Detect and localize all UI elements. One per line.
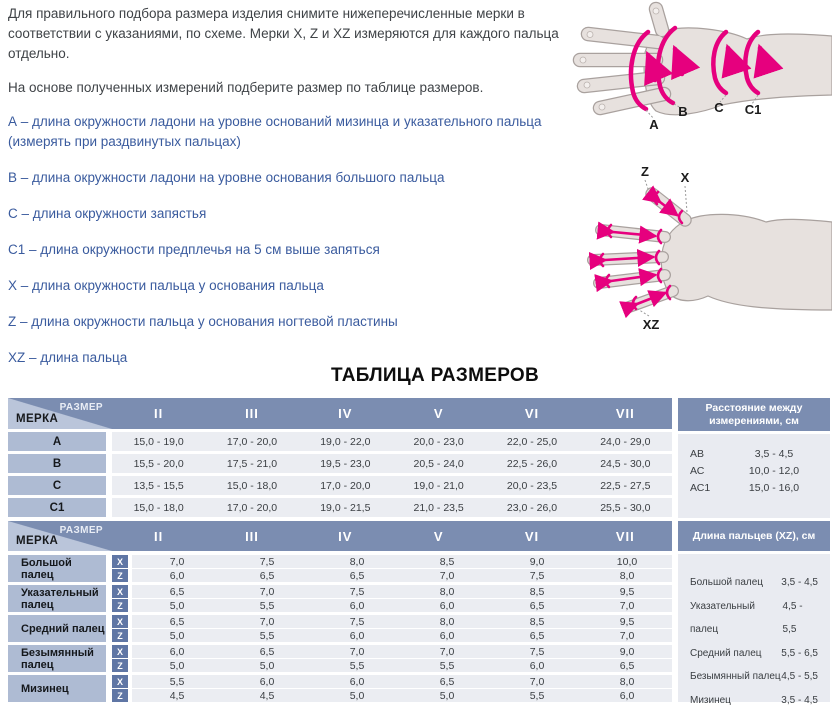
- distance-row: [690, 446, 820, 463]
- value-cell: 5,5: [349, 659, 365, 672]
- finger-length-row: [690, 665, 818, 689]
- value-cell: 6,5: [259, 645, 275, 658]
- measurement-item: А – длина окружности ладони на уровне оснований мизинца и указательного пальца (измерять при раздвинутых пальцах): [8, 114, 542, 149]
- finger-length-row: [690, 571, 818, 595]
- intro-paragraph-1: Для правильного подбора размера изделия снимите нижеперечисленные мерки в соответствии с указаниями, по схеме. Мерки X, Z и XZ измеряются для каждого пальца отдельно.: [8, 6, 559, 61]
- finger-rows: [112, 585, 672, 612]
- row-values: [132, 615, 672, 628]
- value-cell: 19,0 - 21,5: [320, 501, 371, 514]
- finger-rows: [112, 555, 672, 582]
- value-cell: 9,0: [619, 645, 635, 658]
- corner-razmer: РАЗМЕР: [59, 525, 103, 536]
- row-values: [132, 645, 672, 658]
- row-values: [112, 432, 672, 451]
- finger-label: Безымянный палец: [8, 645, 106, 672]
- value-cell: 6,5: [529, 599, 545, 612]
- row-values: [132, 659, 672, 672]
- value-cell: 15,5 - 20,0: [133, 457, 184, 470]
- value-cell: 17,0 - 20,0: [320, 479, 371, 492]
- corner-merka: МЕРКА: [16, 535, 59, 547]
- finger-length-table: [678, 521, 830, 706]
- value-cell: 13,5 - 15,5: [133, 479, 184, 492]
- size-columns: [112, 398, 672, 429]
- value-cell: 17,0 - 20,0: [226, 435, 278, 448]
- size-column-header: IV: [338, 528, 353, 544]
- value-cell: 6,5: [439, 675, 455, 688]
- sub-label-x: X: [112, 585, 128, 598]
- hand-palm-forearm: [661, 214, 832, 310]
- finger-length-title: Длина пальцев (XZ), см: [678, 521, 830, 551]
- value-cell: 8,0: [619, 569, 635, 582]
- finger-label: Средний палец: [8, 615, 106, 642]
- value-cell: 19,0 - 22,0: [320, 435, 371, 448]
- value-cell: 22,0 - 25,0: [506, 435, 558, 448]
- value-cell: 23,0 - 26,0: [506, 501, 558, 514]
- value-cell: 25,5 - 30,0: [600, 501, 651, 514]
- finger-length-row: [690, 689, 818, 713]
- finger-table: [8, 521, 672, 702]
- sub-label-z: Z: [112, 689, 128, 702]
- value-cell: 19,0 - 21,0: [413, 479, 464, 492]
- value-cell: 21,0 - 23,5: [413, 501, 464, 514]
- finger-group: [8, 675, 672, 702]
- finger-label: Большой палец: [8, 555, 106, 582]
- value-cell: 7,5: [529, 645, 545, 658]
- measurement-item: С – длина окружности запястья: [8, 206, 207, 221]
- value-cell: 7,5: [529, 569, 545, 582]
- value-cell: 8,0: [619, 675, 635, 688]
- corner-merka: МЕРКА: [16, 413, 59, 425]
- finger-row-x: [112, 615, 672, 628]
- row-values: [132, 599, 672, 612]
- distance-row: [690, 480, 820, 497]
- sub-label-x: X: [112, 555, 128, 568]
- measurement-item: В – длина окружности ладони на уровне основания большого пальца: [8, 170, 445, 185]
- table-row: [8, 476, 672, 495]
- value-cell: 4,5: [259, 689, 275, 702]
- value-cell: 7,0: [349, 645, 365, 658]
- hand-diagram-circumferences: [570, 0, 832, 160]
- distance-value: 3,5 - 4,5: [754, 448, 794, 460]
- value-cell: 6,0: [169, 645, 185, 658]
- label-c1: C1: [744, 102, 762, 117]
- finger-length-label: Мизинец: [690, 694, 731, 706]
- sub-label-x: X: [112, 615, 128, 628]
- size-columns: [112, 521, 672, 551]
- size-column-header: IV: [338, 406, 353, 421]
- size-column-header: VII: [615, 528, 635, 544]
- distance-label: АС1: [690, 482, 711, 494]
- value-cell: 6,0: [349, 629, 365, 642]
- corner-cell: [8, 398, 112, 429]
- row-values: [132, 629, 672, 642]
- value-cell: 6,0: [349, 599, 365, 612]
- finger-length-label: Большой палец: [690, 577, 763, 588]
- finger-rows: [112, 645, 672, 672]
- value-cell: 9,5: [619, 585, 635, 598]
- size-table-header: [8, 398, 672, 429]
- measurement-list: [8, 112, 588, 384]
- finger-length-label: Безымянный палец: [690, 671, 781, 682]
- value-cell: 4,5: [169, 689, 185, 702]
- finger-length-value: 3,5 - 4,5: [781, 694, 818, 706]
- distance-value: 10,0 - 12,0: [748, 465, 800, 477]
- value-cell: 10,0: [616, 555, 638, 568]
- finger-length-row: [690, 595, 818, 642]
- value-cell: 7,0: [259, 615, 275, 628]
- value-cell: 22,5 - 26,0: [506, 457, 558, 470]
- finger-row-z: [112, 629, 672, 642]
- value-cell: 6,0: [619, 689, 635, 702]
- value-cell: 15,0 - 19,0: [133, 435, 184, 448]
- size-column-header: III: [245, 528, 259, 544]
- finger-length-value: 4,5 - 5,5: [781, 671, 818, 682]
- value-cell: 5,0: [349, 689, 365, 702]
- row-label: В: [8, 454, 106, 473]
- label-xz: XZ: [642, 317, 660, 332]
- value-cell: 20,0 - 23,5: [506, 479, 558, 492]
- distance-table: [678, 398, 830, 518]
- row-values: [132, 555, 672, 568]
- finger-length-row: [690, 642, 818, 666]
- value-cell: 5,0: [169, 659, 185, 672]
- value-cell: 7,0: [619, 629, 635, 642]
- finger-group: [8, 645, 672, 672]
- finger-length-body: [678, 554, 830, 706]
- measurement-item: Z – длина окружности пальца у основания ногтевой пластины: [8, 314, 398, 329]
- value-cell: 8,0: [439, 615, 455, 628]
- measurement-item: X – длина окружности пальца у основания пальца: [8, 278, 324, 293]
- finger-group: [8, 585, 672, 612]
- size-table: [8, 398, 672, 517]
- value-cell: 24,0 - 29,0: [600, 435, 651, 448]
- measurement-item: XZ – длина пальца: [8, 350, 128, 365]
- corner-cell: [8, 521, 112, 551]
- value-cell: 5,5: [169, 675, 185, 688]
- distance-label: АВ: [690, 448, 705, 460]
- value-cell: 8,0: [439, 585, 455, 598]
- value-cell: 22,5 - 27,5: [600, 479, 651, 492]
- value-cell: 7,5: [259, 555, 275, 568]
- size-column-header: III: [245, 406, 259, 421]
- row-label: С1: [8, 498, 106, 517]
- size-column-header: V: [433, 406, 444, 421]
- value-cell: 17,5 - 21,0: [226, 457, 278, 470]
- value-cell: 7,0: [619, 599, 635, 612]
- value-cell: 5,0: [439, 689, 455, 702]
- size-column-header: VII: [615, 406, 635, 421]
- table-row: [8, 432, 672, 451]
- value-cell: 5,0: [259, 659, 275, 672]
- row-values: [132, 675, 672, 688]
- sub-label-z: Z: [112, 569, 128, 582]
- finger-length-label: Указательный палец: [690, 600, 755, 635]
- row-label: А: [8, 432, 106, 451]
- size-column-header: II: [154, 406, 164, 421]
- corner-razmer: РАЗМЕР: [59, 402, 103, 413]
- value-cell: 5,0: [169, 599, 185, 612]
- finger-label: Указательный палец: [8, 585, 106, 612]
- finger-row-x: [112, 585, 672, 598]
- measurement-item: С1 – длина окружности предплечья на 5 см выше запяться: [8, 242, 380, 257]
- finger-rows: [112, 675, 672, 702]
- value-cell: 6,5: [529, 629, 545, 642]
- table-row: [8, 454, 672, 473]
- value-cell: 6,0: [529, 659, 545, 672]
- label-x: X: [680, 170, 690, 185]
- row-label: С: [8, 476, 106, 495]
- value-cell: 24,5 - 30,0: [600, 457, 651, 470]
- value-cell: 5,5: [439, 659, 455, 672]
- row-values: [132, 689, 672, 702]
- value-cell: 6,5: [259, 569, 275, 582]
- value-cell: 6,0: [259, 675, 275, 688]
- value-cell: 7,5: [349, 585, 365, 598]
- label-a: A: [649, 117, 659, 132]
- finger-length-value: 4,5 - 5,5: [782, 600, 803, 635]
- label-b: B: [678, 104, 688, 119]
- row-values: [112, 476, 672, 495]
- row-values: [132, 569, 672, 582]
- finger-table-body: [8, 555, 672, 702]
- value-cell: 7,0: [529, 675, 545, 688]
- size-table-body: [8, 432, 672, 517]
- intro-paragraph-2: На основе полученных измерений подберите размер по таблице размеров.: [8, 80, 484, 95]
- value-cell: 19,5 - 23,0: [320, 457, 371, 470]
- row-values: [132, 585, 672, 598]
- value-cell: 6,0: [439, 629, 455, 642]
- row-values: [112, 498, 672, 517]
- distance-table-body: [678, 434, 830, 518]
- value-cell: 6,5: [619, 659, 635, 672]
- value-cell: 5,5: [259, 599, 275, 612]
- finger-length-value: 5,5 - 6,5: [781, 647, 818, 659]
- finger-row-z: [112, 569, 672, 582]
- value-cell: 6,5: [169, 615, 185, 628]
- value-cell: 7,0: [439, 645, 455, 658]
- sub-label-z: Z: [112, 659, 128, 672]
- value-cell: 6,5: [349, 569, 365, 582]
- finger-label: Мизинец: [8, 675, 106, 702]
- table-row: [8, 498, 672, 517]
- finger-row-x: [112, 675, 672, 688]
- value-cell: 6,0: [439, 599, 455, 612]
- value-cell: 8,5: [529, 615, 545, 628]
- finger-table-header: [8, 521, 672, 551]
- distance-label: АС: [690, 465, 705, 477]
- size-column-header: V: [433, 528, 444, 544]
- value-cell: 6,5: [169, 585, 185, 598]
- size-column-header: VI: [524, 528, 540, 544]
- value-cell: 9,5: [619, 615, 635, 628]
- finger-group: [8, 555, 672, 582]
- value-cell: 8,5: [529, 585, 545, 598]
- hand-diagram-fingers: [565, 160, 832, 345]
- finger-row-x: [112, 555, 672, 568]
- finger-row-z: [112, 599, 672, 612]
- value-cell: 5,5: [259, 629, 275, 642]
- finger-length-label: Средний палец: [690, 647, 762, 659]
- row-values: [112, 454, 672, 473]
- value-cell: 9,0: [529, 555, 545, 568]
- value-cell: 7,5: [349, 615, 365, 628]
- value-cell: 20,5 - 24,0: [413, 457, 464, 470]
- value-cell: 17,0 - 20,0: [226, 501, 278, 514]
- sub-label-x: X: [112, 675, 128, 688]
- size-column-header: VI: [524, 406, 540, 421]
- label-c: C: [714, 100, 724, 115]
- value-cell: 5,0: [169, 629, 185, 642]
- sub-label-z: Z: [112, 599, 128, 612]
- finger-row-z: [112, 689, 672, 702]
- value-cell: 6,0: [169, 569, 185, 582]
- size-table-title: ТАБЛИЦА РАЗМЕРОВ: [330, 365, 540, 386]
- finger-length-value: 3,5 - 4,5: [781, 577, 818, 588]
- finger-row-x: [112, 645, 672, 658]
- value-cell: 15,0 - 18,0: [133, 501, 184, 514]
- sub-label-z: Z: [112, 629, 128, 642]
- value-cell: 6,0: [349, 675, 365, 688]
- value-cell: 7,0: [439, 569, 455, 582]
- finger-rows: [112, 615, 672, 642]
- value-cell: 7,0: [259, 585, 275, 598]
- intro-text: [8, 4, 580, 98]
- label-z: Z: [641, 164, 649, 179]
- distance-value: 15,0 - 16,0: [748, 482, 800, 494]
- size-column-header: II: [154, 528, 164, 544]
- value-cell: 15,0 - 18,0: [226, 479, 278, 492]
- value-cell: 20,0 - 23,0: [413, 435, 464, 448]
- sub-label-x: X: [112, 645, 128, 658]
- distance-row: [690, 463, 820, 480]
- value-cell: 7,0: [169, 555, 185, 568]
- value-cell: 5,5: [529, 689, 545, 702]
- value-cell: 8,0: [349, 555, 365, 568]
- distance-table-title: Расстояние между измерениями, см: [678, 398, 830, 431]
- value-cell: 8,5: [439, 555, 455, 568]
- finger-group: [8, 615, 672, 642]
- finger-row-z: [112, 659, 672, 672]
